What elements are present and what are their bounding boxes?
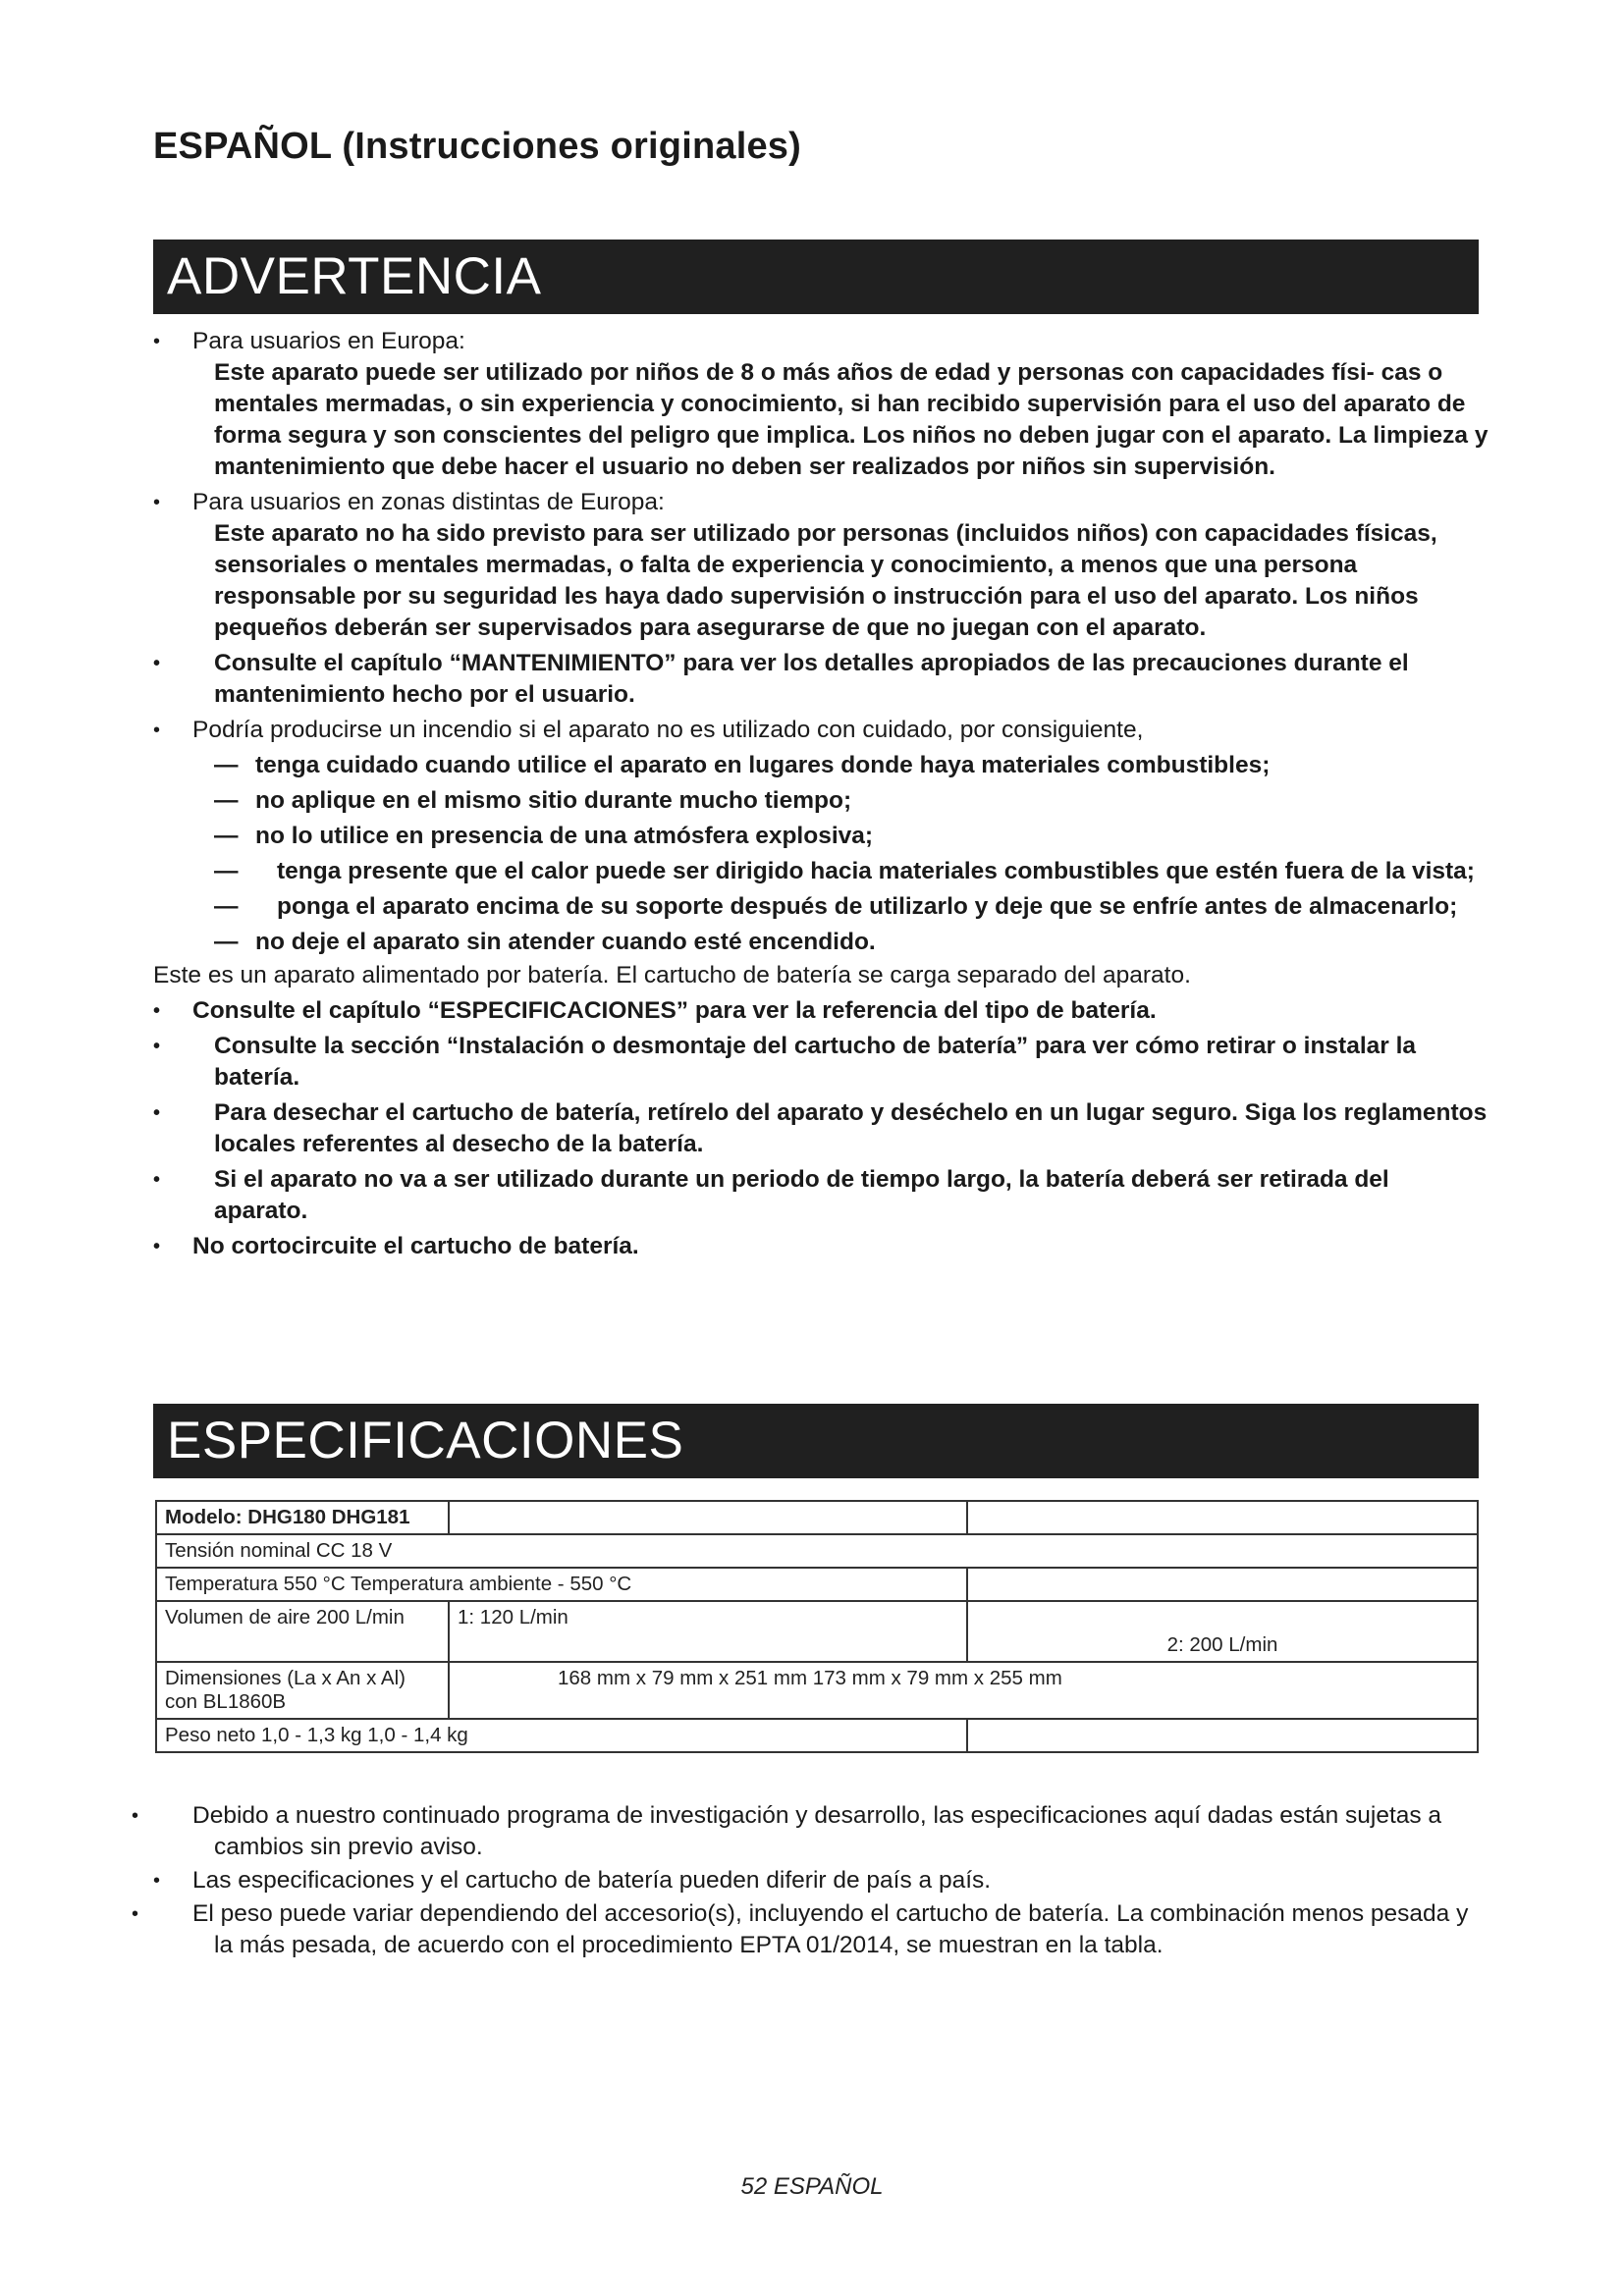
table-row [156, 1568, 1478, 1601]
table-row [156, 1719, 1478, 1752]
fire-item: — no lo utilice en presencia de una atmósfera explosiva; [214, 821, 1489, 852]
table-cell-air-label: Volumen de aire 200 L/min [156, 1601, 449, 1662]
table-cell [967, 1568, 1478, 1601]
battery-item: • Consulte la sección “Instalación o desmontaje del cartucho de batería” para ver cómo retirar o instalar la batería. [153, 1031, 1489, 1094]
page-footer: 52 ESPAÑOL [740, 2173, 884, 2200]
table-cell [449, 1501, 967, 1534]
table-cell-temperature: Temperatura 550 °C Temperatura ambiente - 550 °C [156, 1568, 967, 1601]
table-row [156, 1601, 1478, 1662]
table-row [156, 1534, 1478, 1568]
note-item: • Debido a nuestro continuado programa de investigación y desarrollo, las especificaciones aquí dadas están sujetas a cambios sin previo aviso. [153, 1800, 1489, 1863]
table-row [156, 1662, 1478, 1719]
table-row [156, 1501, 1478, 1534]
fire-item: — no deje el aparato sin atender cuando esté encendido. [214, 927, 1489, 958]
especificaciones-banner: ESPECIFICACIONES [153, 1404, 1479, 1478]
list-item-non-europe [153, 487, 1489, 518]
advertencia-banner: ADVERTENCIA [153, 240, 1479, 314]
table-cell-air-value2: 2: 200 L/min [967, 1601, 1478, 1662]
note-item: • El peso puede variar dependiendo del accesorio(s), incluyendo el cartucho de batería. La combinación menos pesada y la más pesada, de acuerdo con el procedimiento EPTA 01/2014, se muestran en la tabla. [153, 1898, 1489, 1961]
battery-item: • Si el aparato no va a ser utilizado durante un periodo de tiempo largo, la batería deberá ser retirada del aparato. [153, 1164, 1489, 1227]
page-language-title: ESPAÑOL (Instrucciones originales) [153, 126, 801, 167]
fire-lead: • Podría producirse un incendio si el aparato no es utilizado con cuidado, por consiguiente, [153, 715, 1489, 746]
battery-item: • No cortocircuite el cartucho de batería. [153, 1231, 1489, 1262]
non-europe-lead: • Para usuarios en zonas distintas de Europa: [192, 489, 665, 515]
fire-item: — ponga el aparato encima de su soporte después de utilizarlo y deje que se enfríe antes de almacenarlo; [214, 891, 1489, 923]
specification-notes [153, 1800, 1489, 1963]
table-cell-voltage: Tensión nominal CC 18 V [156, 1534, 1478, 1568]
note-item: • Las especificaciones y el cartucho de batería pueden diferir de país a país. [153, 1865, 1489, 1896]
table-cell-dimensions-label: Dimensiones (La x An x Al) con BL1860B [156, 1662, 449, 1719]
fire-item: — no aplique en el mismo sitio durante mucho tiempo; [214, 785, 1489, 817]
battery-item: • Consulte el capítulo “ESPECIFICACIONES” para ver la referencia del tipo de batería. [153, 995, 1489, 1027]
battery-intro: Este es un aparato alimentado por batería. El cartucho de batería se carga separado del aparato. [153, 962, 1191, 988]
battery-item: • Para desechar el cartucho de batería, retírelo del aparato y deséchelo en un lugar seguro. Siga los reglamentos locales referentes al desecho de la batería. [153, 1097, 1489, 1160]
fire-item: — tenga cuidado cuando utilice el aparato en lugares donde haya materiales combustibles; [214, 750, 1489, 781]
table-cell [967, 1719, 1478, 1752]
table-cell-dimensions-value: 168 mm x 79 mm x 251 mm 173 mm x 79 mm x 255 mm [449, 1662, 1478, 1719]
europe-text: Este aparato puede ser utilizado por niños de 8 o más años de edad y personas con capacidades físi- cas o mentales mermadas, o sin experiencia y conocimiento, si han recibido supervisión para el uso del aparato de forma segura y son conscientes del peligro que implica. Los niños no deben jugar con el aparato. La limpieza y mantenimiento que debe hacer el usuario no deben ser realizados por niños sin supervisión. [214, 359, 1489, 480]
fire-item: — tenga presente que el calor puede ser dirigido hacia materiales combustibles que estén fuera de la vista; [214, 856, 1489, 887]
specifications-table [155, 1500, 1479, 1753]
list-item-europe [153, 326, 1489, 357]
europe-lead: • Para usuarios en Europa: [192, 328, 465, 354]
non-europe-text: Este aparato no ha sido previsto para ser utilizado por personas (incluidos niños) con capacidades físicas, sensoriales o mentales mermadas, o falta de experiencia y conocimiento, a menos que una persona responsable por su seguridad les haya dado supervisión o instrucción para el uso del aparato. Los niños pequeños deberán ser supervisados para asegurarse de que no juegan con el aparato. [214, 520, 1437, 641]
table-cell-model: Modelo: DHG180 DHG181 [156, 1501, 449, 1534]
advertencia-section [153, 326, 1489, 1262]
table-cell-weight: Peso neto 1,0 - 1,3 kg 1,0 - 1,4 kg [156, 1719, 967, 1752]
table-cell [967, 1501, 1478, 1534]
table-cell-air-value1: 1: 120 L/min [449, 1601, 967, 1662]
maintenance-note: • Consulte el capítulo “MANTENIMIENTO” para ver los detalles apropiados de las precauciones durante el mantenimiento hecho por el usuario. [153, 648, 1489, 711]
